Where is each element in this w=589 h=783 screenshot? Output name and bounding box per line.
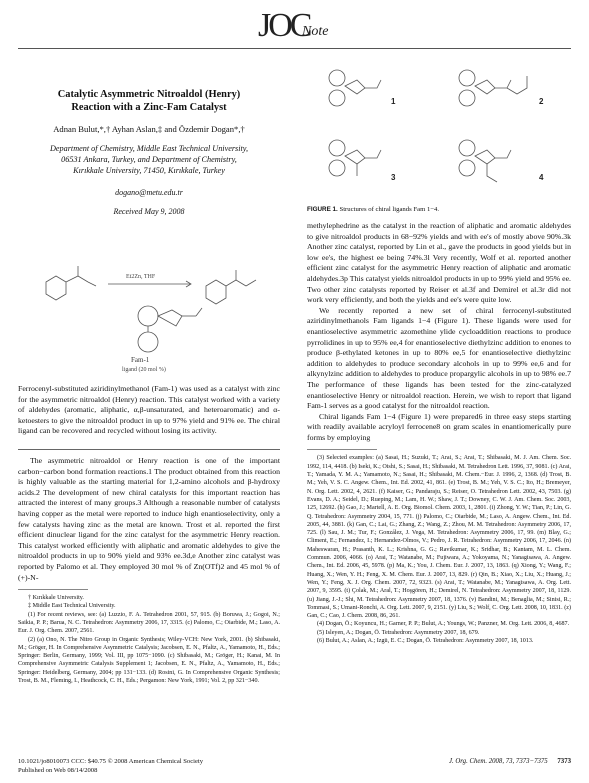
affil-line-2: 06531 Ankara, Turkey, and Department of Chemistry, xyxy=(61,155,237,164)
right-body-p1: methylephedrine as the catalyst in the reaction of aliphatic and aromatic aldehydes to give nitroaldol products in 68−92% yields and with ee's of mostly above 90%.3k Another zinc catalyst, reported by Lin et al., gave the products in good yields but in low ee's, the highest ee being 74%.3l Very recently, Wolf et al. reported another efficient zinc catalyst for the asymmetric Henry reaction of aliphatic and aromatic aldehydes.3p This catalyst yields nitroaldol products in up to 99% yield and 95% ee. Two other zinc catalysts reported by Reiser et al.3f and Demirel et al.3r did not work very efficiently, and both the yields and ee's were quite low. xyxy=(307,221,571,305)
condition-line-1: ligand (20 mol %) xyxy=(122,367,166,373)
left-body-text: The asymmetric nitroaldol or Henry reaction is one of the important carbon−carbon bond formation reactions.1 The product obtained from this reaction is highly valuable as the starting material for 1,2-amino alcohols and β-hydroxy acids.2 The development of new chiral catalysts for this important reaction has attracted the interest of many groups.3 Although a reasonable number of catalysts having copper as the metal were reported to induce high enantioselectivity, only a few catalysts having zinc as the metal are known. Trost et al. reported the first efficient dinuclear ligand for the zinc catalyst for the asymmetric Henry reaction. This catalyst worked efficiently with aliphatic and aromatic aldehydes to give the nitroaldol products in up to 90% yield and 93% ee.3d,e Another zinc catalyst was reported by Palomo et al. They employed 30 mol % of Zn(OTf)2 and 45 mol % of (+)-N- xyxy=(18,455,280,582)
article-title xyxy=(18,88,280,114)
abstract: Ferrocenyl-substituted aziridinylmethanol (Fam-1) was used as a catalyst with zinc for the asymmetric nitroaldol (Henry) reaction. This catalyst worked with a variety of aldehydes (aromatic, aliphatic, α,β-unsaturated, and heteroaromatic) and α-ketoesters to give the nitroaldol product in up to 97% yield and 91% ee. The chiral ligand can be recovered and recycled without losing its activity. xyxy=(18,384,280,436)
ligand-number-3: 3 xyxy=(391,173,396,182)
logo-sub: Note xyxy=(302,24,329,39)
ligand-structures xyxy=(307,56,571,204)
abstract-separator xyxy=(18,449,280,450)
received-date: Received May 9, 2008 xyxy=(113,207,185,216)
footnote-ref-6: (6) Bulut, A.; Aslan, A.; Izgü, E. C.; Dogan, Ö. Tetrahedron: Asymmetry 2007, 18, 1013. xyxy=(317,638,534,644)
footnote-ref-1: (1) For recent reviews, see: (a) Luzzio, F. A. Tetrahedron 2001, 57, 915. (b) Boruwa, J.; Gogoi, N.; Saikia, P. P.; Barua, N. C. Tetrahedron: Asymmetry 2006, 17, 3315. (c) Palomo, C.; Oiarbide, M.; Laso, A. Eur. J. Org. Chem. 2007, 2561. xyxy=(18,611,280,635)
right-body-p2: We recently reported a new set of chiral ferrocenyl-substituted aziridinylmethanols Fam ligands 1−4 (Figure 1). These ligands were used for enantioselective asymmetric azomethine ylide cycloaddition reactions to produce pyrrolidines in up to 95% ee,4 for enantioselective diethylzinc addition to enones to produce β-ethylated ketones in up to 80% ee,5 for enantioselective diethylzinc addition to aldehydes to produce secondary alcohols in up to 99% ee,6 and for alkynylzinc addition to aldehydes to produce propargylic alcohols in up to 98% ee.7 The performance of these ligands has been tested for the zinc-catalyzed enantioselective Henry or nitroaldol reaction. Herein, we wish to report that ligand Fam-1 serves as a good catalyst for the nitroaldol reaction. xyxy=(307,305,571,411)
authors: Adnan Bulut,*,† Ayhan Aslan,‡ and Özdemir Dogan*,† xyxy=(53,124,245,134)
title-line-2: Reaction with a Zinc-Fam Catalyst xyxy=(71,102,227,113)
journal-logo xyxy=(258,6,334,46)
affil-line-3: Kırıkkale University, 71450, Kırıkkale, Turkey xyxy=(73,166,225,175)
toc-scheme xyxy=(18,224,280,374)
right-body-p3: Chiral ligands Fam 1−4 (Figure 1) were prepared6 in three easy steps starting with readily available acryloyl ferrocene8 on gram scales in enantiomerically pure forms by employing xyxy=(307,411,571,442)
caption-label: FIGURE 1. xyxy=(307,206,338,213)
logo-main: JOC xyxy=(258,7,310,44)
footnote-ref-2: (2) (a) Ono, N. The Nitro Group in Organic Synthesis; Wiley-VCH: New York, 2001. (b) Shibasaki, M.; Gröger, H. In Comprehensive Asymmetric Catalysis; Jacobsen, E. N., Pfaltz, A., Yamamoto, H., Eds.; Springer: Berlin, Germany, 1999; Vol. III, pp 1075−1090. (c) Shibasaki, M.; Gröger, H.; Kanai, M. In Comprehensive Asymmetric Catalysis Supplement 1; Jacobsen, E. N., Pfaltz, A., Yamamoto, H., Eds.; Springer: Heidelberg, Germany, 2004; pp 131−133. (d) Rosini, G. In Comprehensive Organic Synthesis; Trost, B. M., Fleming, I., Heathcock, C. H., Eds.; Pergamon: New York, 1991; Vol. 2, pp 321−340. xyxy=(18,636,280,685)
page-footer-left xyxy=(18,757,203,775)
ligand-number-4: 4 xyxy=(539,173,544,182)
title-line-1: Catalytic Asymmetric Nitroaldol (Henry) xyxy=(57,89,241,100)
footnote-1: † Kırıkkale University. xyxy=(28,595,84,602)
header-rule xyxy=(18,48,571,49)
ligand-number-2: 2 xyxy=(539,97,544,106)
toc-graphic xyxy=(18,224,280,374)
contact-email[interactable]: dogano@metu.edu.tr xyxy=(115,188,183,197)
page-number: 7373 xyxy=(557,758,571,765)
footnote-rule xyxy=(18,589,88,590)
ligand-number-1: 1 xyxy=(391,97,396,106)
footnote-2: ‡ Middle East Technical University. xyxy=(28,603,116,610)
affiliation xyxy=(18,143,280,176)
left-column xyxy=(18,56,280,685)
footnote-rule-right xyxy=(307,449,377,450)
caption-text: Structures of chiral ligands Fam 1−4. xyxy=(339,206,440,213)
footnote-ref-3: (3) Selected examples: (a) Sasai, H.; Suzuki, T.; Arai, S.; Arai, T.; Shibasaki, M. J. Am. Chem. Soc. 1992, 114, 4418. (b) Iseki, K.; Oishi, S.; Sasai, H.; Shibasaki, M. Tetrahedron Lett. 1996, 37, 9081. (c) Arai, T.; Yamada, Y. M. A.; Yamamoto, N.; Sasai, H.; Shibasaki, M. Chem.−Eur. J. 1996, 2, 1368. (d) Trost, B. M.; Yeh, V. S. C. Angew. Chem., Int. Ed. 2002, 41, 861. (e) Trost, B. M.; Yeh, V. S. C.; Ito, H.; Bremeyer, N. Org. Lett. 2002, 4, 2621. (f) Kaiser, G.; Pandaraju, S.; Reiser, O. Tetrahedron Lett. 2002, 43, 7503. (g) Evans, D. A.; Seidel, D.; Rueping, M.; Lam, H. W.; Shaw, J. T.; Downey, C. W. J. Am. Chem. Soc. 2003, 125, 12692. (h) Gao, J.; Martell, A. E. Org. Biomol. Chem. 2003, 1, 2801. (i) Zhong, Y. W.; Tian, P.; Lin, G. Q. Tetrahedron: Asymmetry 2004, 15, 771. (j) Palomo, C.; Oiarbide, M.; Laso, A. Angew. Chem., Int. Ed. 2005, 44, 3881. (k) Gan, C.; Lai, G.; Zhang, Z.; Wang, Z.; Zhou, M. M. Tetrahedron: Asymmetry 2006, 17, 725. (l) Sau, J. M.; Tur, F.; González, J. Vega, M. Tetrahedron: Asymmetry 2006, 17, 99. (m) Blay, G.; Climent, E.; Fernandez, I.; Hernandez-Olmos, V.; Pedro, J. R. Tetrahedron: Asymmetry 2006, 17, 2046. (n) Maheswaran, H.; Prasanth, K. L.; Krishna, G. G.; Ravikumar, K.; Sridhar, B.; Kantam, M. L. Chem. Commun. 2006, 4066. (o) Arai, T.; Watanabe, M.; Fujiwara, A.; Yokoyama, N.; Yanagisawa, A. Angew. Chem., Int. Ed. 2006, 45, 5978. (p) Ma, K.; You, J. Chem. Eur. J. 2007, 13, 1863. (q) Xiong, Y.; Wang, F.; Huang, X.; Wen, Y. H.; Feng, X. M. Chem. Eur. J. 2007, 13, 829. (r) Qin, B.; Xiao, X.; Liu, X.; Huang, J.; Wen, Y.; Feng, X. J. Org. Chem. 2007, 72, 9323. (s) Arai, T.; Watanabe, M.; Yanagisawa, A. Org. Lett. 2007, 9, 3595. (t) Çolak, M.; Aral, T.; Hoşgören, H.; Demirel, N. Tetrahedron: Asymmetry 2007, 18, 1129. (u) Jiang, J.-J.; Shi, M. Tetrahedron: Asymmetry 2007, 18, 1376. (v) Bandini, M.; Benaglia, M.; Sinisi, R.; Tommasi, S.; Umani-Ronchi, A. Org. Lett. 2007, 9, 2151. (y) Liu, S.; Wolf, C. Org. Lett. 2008, 10, 1831. (z) Gan, C.; Cao, J. Chem. 2008, 86, 261. xyxy=(307,455,571,620)
footnote-ref-4: (4) Dogan, Ö.; Koyuncu, H.; Garner, P. P.; Bulut, A.; Youngs, W.; Panzner, M. Org. Lett. 2006, 8, 4687. xyxy=(317,621,570,628)
page-footer-right xyxy=(449,758,571,765)
journal-citation: J. Org. Chem. 2008, 73, 7373−7375 xyxy=(448,758,548,765)
figure-1 xyxy=(307,56,571,204)
ligand-label: Fam-1 xyxy=(131,356,150,364)
affil-line-1: Department of Chemistry, Middle East Technical University, xyxy=(50,144,248,153)
doi-line[interactable]: 10.1021/jo8010073 CCC: $40.75 © 2008 American Chemical Society xyxy=(18,758,204,765)
footnote-ref-5: (5) Isleyen, A.; Dogan, Ö. Tetrahedron: Asymmetry 2007, 18, 679. xyxy=(317,629,480,636)
figure-caption xyxy=(307,206,571,213)
condition-line-2: Et2Zn, THF xyxy=(126,274,156,280)
published-line: Published on Web 08/14/2008 xyxy=(18,767,98,774)
right-column xyxy=(307,56,571,645)
